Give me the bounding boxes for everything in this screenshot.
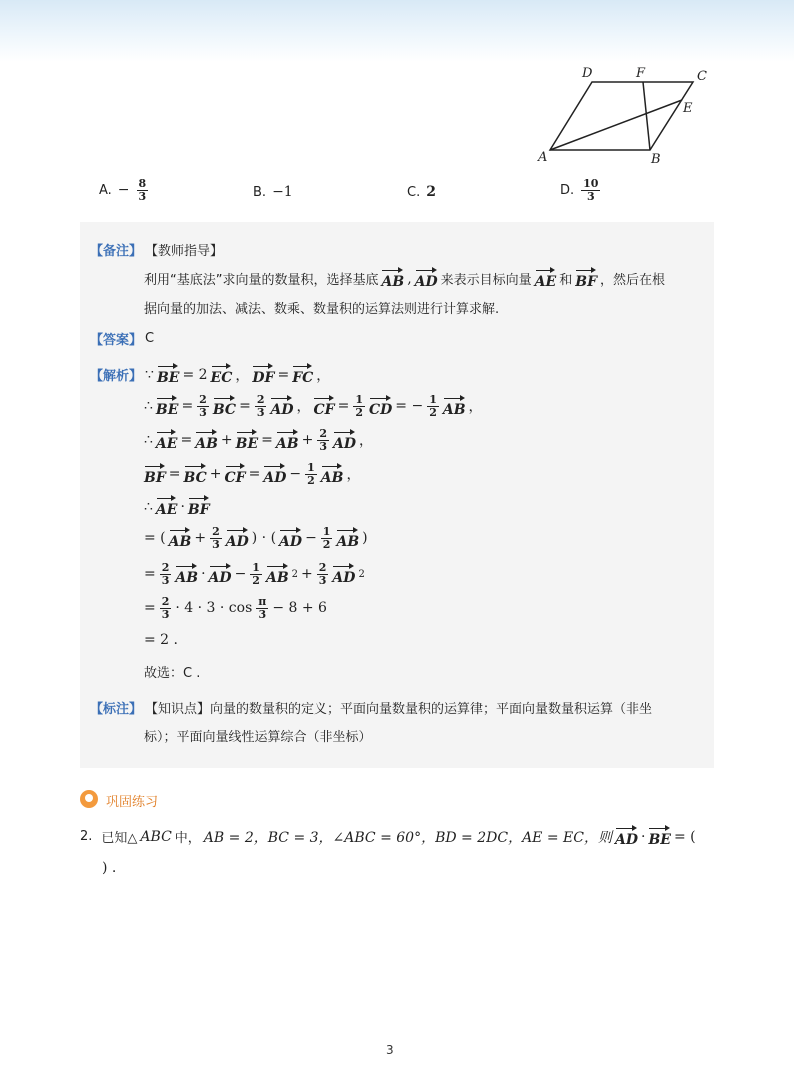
label-a: A — [538, 150, 548, 165]
parallelogram-abcd — [550, 82, 693, 150]
solution-line-5: ∴ AE · BF — [144, 496, 210, 517]
label-e: E — [683, 101, 693, 116]
option-c[interactable] — [407, 184, 436, 200]
daan-tag: 【答案】 — [90, 333, 143, 348]
answer-row — [90, 329, 154, 348]
note-heading — [90, 240, 223, 259]
option-d-letter: D. — [560, 182, 575, 198]
label-c: C — [697, 69, 707, 84]
solution-line-1: 【解析】 ∵ BE = 2 EC ， DF = FC ， — [90, 364, 330, 385]
solution-line-8: = $\frac{2}{3}$ · 4 · 3 · cos $\frac{\pi}{3}$ − 8 + 6 — [144, 595, 327, 621]
solution-line-3: ∴ AE = AB + BE = AB + $\frac{2}{3}$ AD ， — [144, 427, 373, 453]
note-line-2: 据向量的加法、减法、数乘、数量积的运算法则进行计算求解. — [144, 302, 500, 317]
option-c-value: 2 — [426, 184, 436, 200]
label-d: D — [582, 66, 593, 81]
header-band — [0, 0, 794, 62]
answer-value: C — [145, 331, 155, 346]
lightbulb-icon — [80, 790, 98, 808]
segment-ae — [550, 100, 682, 150]
solution-conclusion: 故选：C . — [144, 666, 201, 681]
option-c-letter: C. — [407, 184, 421, 200]
option-a-letter: A. — [99, 182, 112, 198]
biaozhu-line-1: 【标注】 【知识点】向量的数量积的定义；平面向量数量积的运算律；平面向量数量积运算（非坐 — [90, 698, 652, 717]
label-b: B — [651, 152, 661, 167]
solution-line-6: = ( AB + $\frac{2}{3}$ AD ) · ( AD − $\frac{1}{2}$ AB ) — [144, 525, 368, 551]
option-b[interactable] — [253, 184, 293, 200]
page-number: 3 — [386, 1043, 394, 1057]
solution-line-2: ∴ BE = $\frac{2}{3}$ BC = $\frac{2}{3}$ AD ， CF = $\frac{1}{2}$ CD = − $\frac{1}{2}$ AB ， — [144, 393, 483, 419]
section-title: 巩固练习 — [106, 795, 159, 810]
beizhu-head: 【教师指导】 — [145, 244, 224, 259]
question-2-line-2: ) . — [102, 860, 117, 876]
segment-bf — [643, 82, 650, 150]
option-a-fraction: $\frac{8}{3}$ — [138, 177, 147, 203]
solution-line-4: BF = BC + CF = AD − $\frac{1}{2}$ AB ， — [144, 461, 361, 487]
solution-box — [80, 222, 714, 768]
biaozhu-line-2: 标）；平面向量线性运算综合（非坐标） — [144, 730, 372, 745]
question-number: 2. — [80, 829, 93, 844]
jiexi-tag: 【解析】 — [90, 369, 143, 384]
question-conditions: AB = 2，BC = 3，∠ABC = 60°，BD = 2DC，AE = EC，则 — [203, 829, 612, 846]
question-2-line-1: 2. 已知△ ABC 中， AB = 2，BC = 3，∠ABC = 60°，BD = 2DC，AE = EC，则 AD · BE = ( — [80, 826, 696, 847]
option-b-letter: B. — [253, 184, 267, 200]
note-line-1: 利用“基底法”求向量的数量积，选择基底 AB , AD 来表示目标向量 AE 和 BF ，然后在根 — [144, 268, 665, 289]
beizhu-tag: 【备注】 — [90, 244, 143, 259]
label-f: F — [636, 66, 646, 81]
solution-line-9: = 2 . — [144, 632, 178, 648]
solution-line-7: = $\frac{2}{3}$ AB · AD − $\frac{1}{2}$ AB 2 + $\frac{2}{3}$ AD 2 — [144, 561, 365, 587]
option-b-value: −1 — [272, 184, 293, 200]
option-a[interactable] — [99, 178, 149, 202]
option-a-sign: − — [117, 182, 130, 199]
parallelogram-figure — [530, 60, 730, 170]
option-d-fraction: $\frac{10}{3}$ — [583, 177, 599, 203]
option-d[interactable] — [560, 178, 601, 202]
biaozhu-tag: 【标注】 — [90, 702, 143, 717]
